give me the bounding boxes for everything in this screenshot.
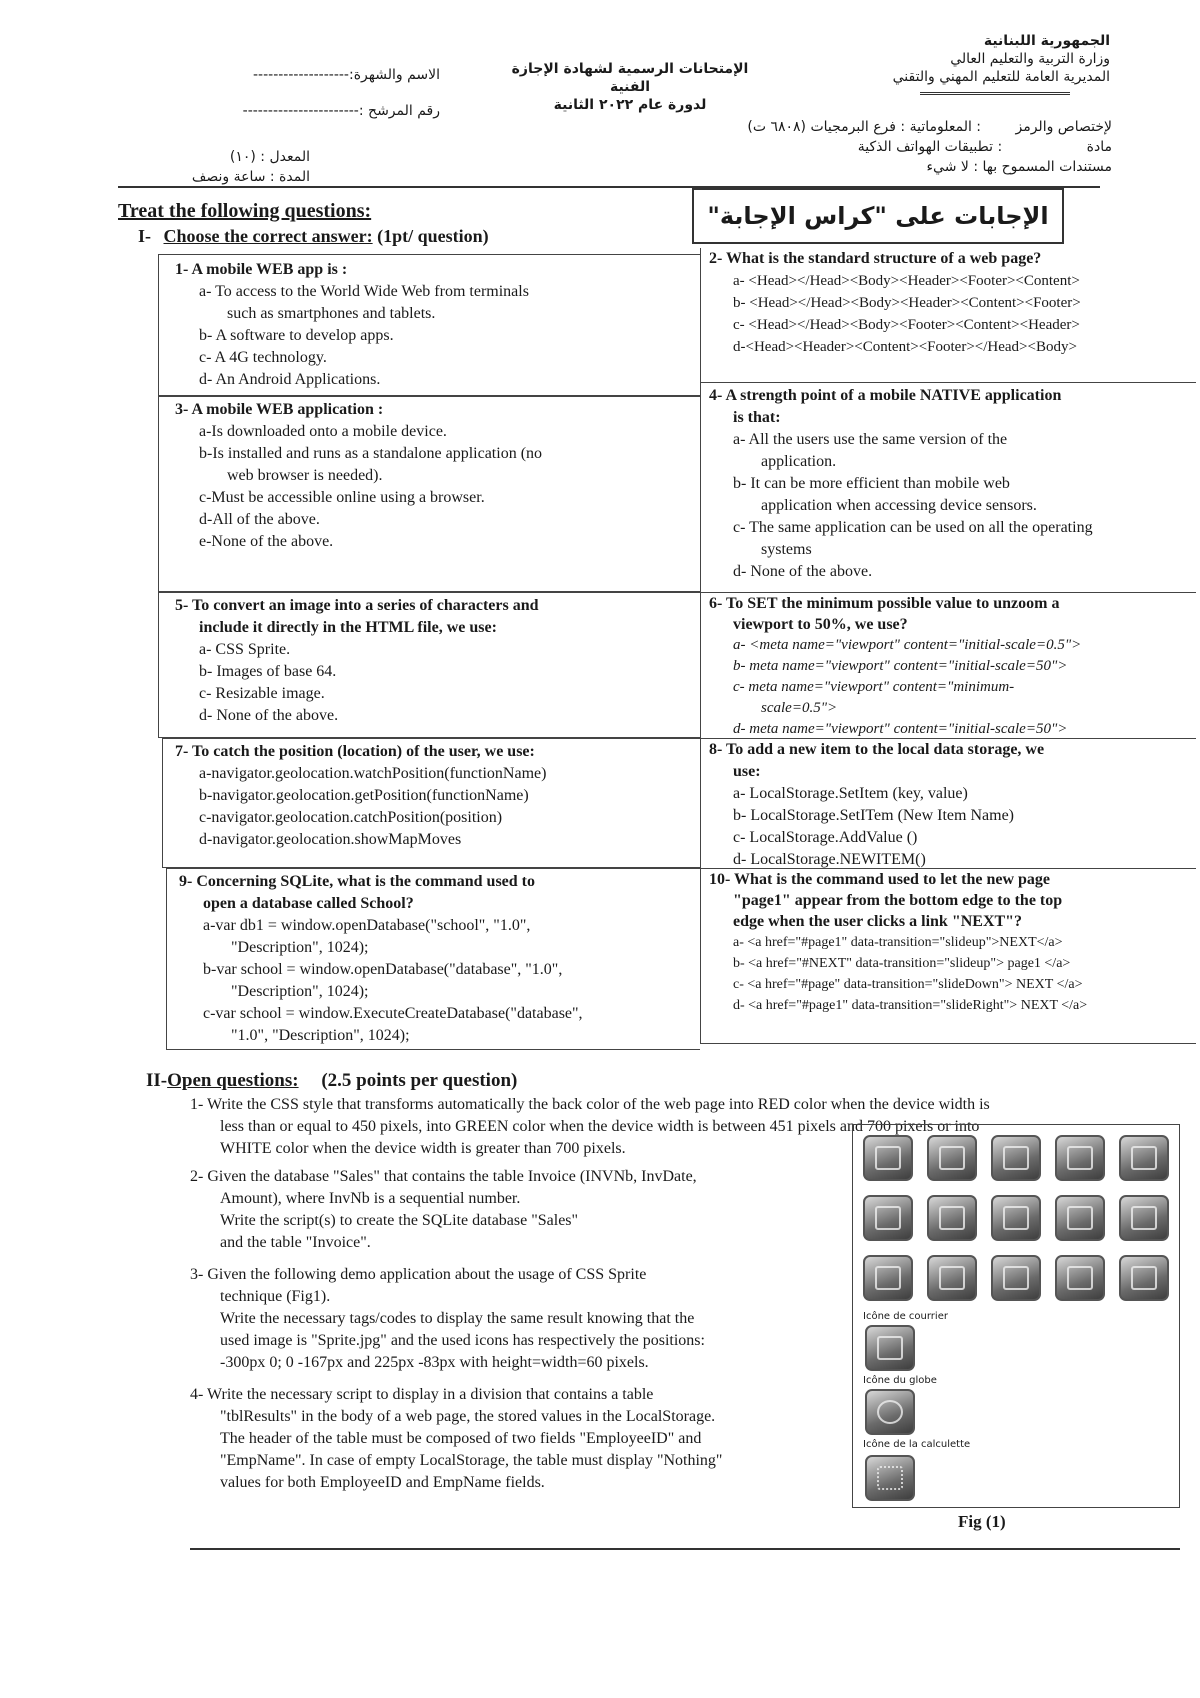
grid-icon — [991, 1195, 1041, 1241]
book-icon — [1119, 1195, 1169, 1241]
question-3-option: b-Is installed and runs as a standalone application (no — [199, 445, 543, 462]
ministry-header — [850, 32, 1110, 95]
question-10-option: a- <a href="#page1" data-transition="slideup">NEXT</a> — [733, 935, 1063, 950]
figure-1-caption: Fig (1) — [958, 1512, 1006, 1531]
exam-title-block — [500, 60, 760, 114]
question-1-option: c- A 4G technology. — [199, 349, 327, 366]
phone-icon — [927, 1255, 977, 1301]
question-10-title: edge when the user clicks a link "NEXT"? — [733, 913, 1023, 930]
question-10-option: c- <a href="#page" data-transition="slideDown"> NEXT </a> — [733, 977, 1083, 992]
subject-info — [692, 118, 1112, 176]
open-question-4-line: "tblResults" in the body of a web page, the stored values in the LocalStorage. — [220, 1408, 716, 1425]
question-1-option: such as smartphones and tablets. — [227, 305, 436, 322]
question-2-option: c- <Head></Head><Body><Footer><Content><Header> — [733, 317, 1080, 333]
open-question-4 — [190, 1384, 850, 1494]
open-question-3-line: Write the necessary tags/codes to display the same result knowing that the — [220, 1310, 695, 1327]
question-6-option: a- <meta name="viewport" content="initial-scale=0.5"> — [733, 637, 1082, 653]
notepad-icon — [1055, 1195, 1105, 1241]
answers-booklet-box — [692, 188, 1064, 244]
calendar-icon — [927, 1135, 977, 1181]
question-3-title: 3- A mobile WEB application : — [175, 401, 384, 418]
question-5-title: 5- To convert an image into a series of characters and — [175, 597, 539, 614]
globe-icon — [863, 1255, 913, 1301]
sprite-icon-grid — [853, 1125, 1181, 1325]
question-2-title: 2- What is the standard structure of a web page? — [709, 250, 1042, 267]
calculator-icon — [865, 1455, 915, 1501]
part2-points: (2.5 points per question) — [321, 1070, 518, 1091]
directorate-label: المديرية العامة للتعليم المهني والتقني — [892, 69, 1110, 85]
question-8-option: d- LocalStorage.NEWITEM() — [733, 851, 926, 868]
open-question-2-line: 2- Given the database "Sales" that contains the table Invoice (INVNb, InvDate, — [190, 1168, 697, 1185]
question-4-title: is that: — [733, 409, 781, 426]
open-question-1-line: 1- Write the CSS style that transforms automatically the back color of the web page into RED color when the device width is — [190, 1096, 990, 1113]
question-8-title: use: — [733, 763, 761, 780]
question-5-option: d- None of the above. — [199, 707, 339, 724]
question-9-option: "Description", 1024); — [231, 939, 369, 956]
question-4-option: application. — [761, 453, 837, 470]
open-question-1-line: less than or equal to 450 pixels, into GREEN color when the device width is between 451 pixels and 700 pixels or into — [220, 1118, 980, 1135]
question-1-option: a- To access to the World Wide Web from terminals — [199, 283, 529, 300]
question-9-cell — [166, 868, 700, 1050]
subject-label: مادة — [1086, 139, 1112, 155]
question-6-title: 6- To SET the minimum possible value to unzoom a — [709, 595, 1060, 612]
question-4-title: 4- A strength point of a mobile NATIVE application — [709, 387, 1062, 404]
question-1-title: 1- A mobile WEB app is : — [175, 261, 348, 278]
question-8-option: c- LocalStorage.AddValue () — [733, 829, 918, 846]
dashboard-icon — [991, 1135, 1041, 1181]
footer-rule — [190, 1548, 1180, 1550]
question-10-title: "page1" appear from the bottom edge to the top — [733, 892, 1063, 909]
calculator-icon — [863, 1135, 913, 1181]
question-8-option: b- LocalStorage.SetITem (New Item Name) — [733, 807, 1014, 824]
question-5-cell — [158, 592, 700, 738]
map-icon — [863, 1195, 913, 1241]
question-9-option: a-var db1 = window.openDatabase("school", "1.0", — [203, 917, 531, 934]
question-1-option: d- An Android Applications. — [199, 371, 381, 388]
question-4-option: a- All the users use the same version of the — [733, 431, 1008, 448]
question-1-cell — [158, 254, 700, 396]
figure-1-frame — [852, 1124, 1180, 1508]
courier-caption: Icône de courrier — [863, 1311, 948, 1322]
republic-label: الجمهورية اللبنانية — [983, 33, 1110, 49]
part1-number: I- — [138, 226, 151, 246]
exam-meta — [160, 148, 310, 186]
question-2-option: a- <Head></Head><Body><Header><Footer><Content> — [733, 273, 1080, 289]
documents-label: مستندات المسموح بها — [982, 159, 1112, 175]
open-question-3-line: technique (Fig1). — [220, 1288, 331, 1305]
name-label: الاسم والشهرة: — [348, 67, 440, 83]
question-5-option: c- Resizable image. — [199, 685, 325, 702]
question-4-option: application when accessing device sensors. — [761, 497, 1037, 514]
open-question-3-line: 3- Given the following demo application about the usage of CSS Sprite — [190, 1266, 647, 1283]
question-3-option: a-Is downloaded onto a mobile device. — [199, 423, 447, 440]
question-4-option: b- It can be more efficient than mobile web — [733, 475, 1010, 492]
question-7-option: d-navigator.geolocation.showMapMoves — [199, 831, 462, 848]
question-8-cell — [700, 738, 1196, 868]
question-3-option: c-Must be accessible online using a browser. — [199, 489, 485, 506]
question-9-option: "Description", 1024); — [231, 983, 369, 1000]
duration-label: المدة : ساعة ونصف — [191, 169, 310, 185]
open-question-3-line: -300px 0; 0 -167px and 225px -83px with height=width=60 pixels. — [220, 1354, 649, 1371]
open-question-2-line: Amount), where InvNb is a sequential number. — [220, 1190, 521, 1207]
specialty-value: : المعلوماتية : فرع البرمجيات (٦٨٠٨ ت) — [747, 119, 982, 135]
question-2-cell — [700, 248, 1196, 382]
candidate-block — [220, 66, 440, 120]
question-9-option: "1.0", "Description", 1024); — [231, 1027, 410, 1044]
question-1-option: b- A software to develop apps. — [199, 327, 394, 344]
open-question-1-line: WHITE color when the device width is greater than 700 pixels. — [220, 1140, 626, 1157]
coefficient-label: المعدل : (١٠) — [229, 149, 310, 165]
question-4-option: d- None of the above. — [733, 563, 873, 580]
open-question-4-line: "EmpName". In case of empty LocalStorage, the table must display "Nothing" — [220, 1452, 723, 1469]
question-6-option: b- meta name="viewport" content="initial-scale=50"> — [733, 658, 1068, 674]
question-3-cell — [158, 396, 700, 592]
name-field: ------------------- — [253, 67, 349, 83]
question-9-option: c-var school = window.ExecuteCreateDatabase("database", — [203, 1005, 583, 1022]
question-4-option: systems — [761, 541, 812, 558]
question-9-title: open a database called School? — [203, 895, 414, 912]
question-8-title: 8- To add a new item to the local data storage, we — [709, 741, 1045, 758]
part2-title: Open questions: — [167, 1070, 299, 1091]
question-6-option: d- meta name="viewport" content="initial-scale=50"> — [733, 721, 1068, 737]
question-5-option: b- Images of base 64. — [199, 663, 337, 680]
open-question-2-line: and the table "Invoice". — [220, 1234, 371, 1251]
part1-points: (1pt/ question) — [377, 226, 489, 246]
ministry-label: وزارة التربية والتعليم العالي — [950, 51, 1110, 67]
question-7-option: b-navigator.geolocation.getPosition(functionName) — [199, 787, 529, 804]
question-3-option: e-None of the above. — [199, 533, 334, 550]
intro-heading: Treat the following questions: — [118, 200, 372, 222]
question-2-option: b- <Head></Head><Body><Header><Content><Footer> — [733, 295, 1081, 311]
question-7-title: 7- To catch the position (location) of the user, we use: — [175, 743, 535, 760]
question-3-option: d-All of the above. — [199, 511, 320, 528]
question-10-option: d- <a href="#page1" data-transition="slideRight"> NEXT </a> — [733, 998, 1088, 1013]
question-6-cell — [700, 592, 1196, 738]
question-6-title: viewport to 50%, we use? — [733, 616, 908, 633]
photo-icon — [1119, 1255, 1169, 1301]
question-6-option: scale=0.5"> — [761, 700, 838, 716]
question-6-option: c- meta name="viewport" content="minimum- — [733, 679, 1015, 695]
subject-value: : تطبيقات الهواتف الذكية — [857, 139, 1003, 155]
answers-booklet-label: الإجابات على "كراس الإجابة" — [707, 202, 1049, 230]
question-5-title: include it directly in the HTML file, we use: — [199, 619, 497, 636]
question-10-title: 10- What is the command used to let the new page — [709, 871, 1051, 888]
question-7-option: c-navigator.geolocation.catchPosition(position) — [199, 809, 503, 826]
question-7-cell — [162, 738, 700, 868]
weather-icon — [991, 1255, 1041, 1301]
question-5-option: a- CSS Sprite. — [199, 641, 291, 658]
mail-icon — [1119, 1135, 1169, 1181]
part2-number: II- — [146, 1070, 168, 1091]
mail-icon — [865, 1325, 915, 1371]
open-question-3 — [190, 1264, 850, 1374]
question-4-option: c- The same application can be used on all the operating — [733, 519, 1093, 536]
specialty-label: لإختصاص والرمز — [1015, 119, 1112, 135]
part1-heading — [138, 226, 489, 247]
globe-caption: Icône du globe — [863, 1375, 937, 1386]
calculator-caption: Icône de la calculette — [863, 1439, 971, 1450]
exam-title: الإمتحانات الرسمية لشهادة الإجازة الفنية — [511, 61, 749, 95]
question-8-option: a- LocalStorage.SetItem (key, value) — [733, 785, 968, 802]
part1-title: Choose the correct answer: — [163, 226, 373, 246]
question-9-title: 9- Concerning SQLite, what is the command used to — [179, 873, 536, 890]
open-question-2-line: Write the script(s) to create the SQLite database "Sales" — [220, 1212, 579, 1229]
candidate-number-field: ----------------------- — [242, 103, 359, 119]
open-question-4-line: The header of the table must be composed of two fields "EmployeeID" and — [220, 1430, 702, 1447]
question-2-option: d-<Head><Header><Content><Footer></Head><Body> — [733, 339, 1077, 355]
part2-heading — [146, 1070, 517, 1092]
stocks-icon — [1055, 1255, 1105, 1301]
question-4-cell — [700, 382, 1196, 592]
question-10-option: b- <a href="#NEXT" data-transition="slideup"> page1 </a> — [733, 956, 1071, 971]
globe-icon — [865, 1389, 915, 1435]
header-rule — [920, 92, 1070, 95]
question-9-option: b-var school = window.openDatabase("database", "1.0", — [203, 961, 563, 978]
question-7-option: a-navigator.geolocation.watchPosition(functionName) — [199, 765, 547, 782]
open-question-3-line: used image is "Sprite.jpg" and the used icons has respectively the positions: — [220, 1332, 705, 1349]
documents-value: : لا شيء — [926, 159, 979, 175]
open-question-4-line: values for both EmployeeID and EmpName fields. — [220, 1474, 545, 1491]
chart-icon — [1055, 1135, 1105, 1181]
open-question-4-line: 4- Write the necessary script to display in a division that contains a table — [190, 1386, 654, 1403]
question-10-cell — [700, 868, 1196, 1044]
candidate-number-label: رقم المرشح : — [358, 103, 440, 119]
question-3-option: web browser is needed). — [227, 467, 383, 484]
exam-session: لدورة عام ٢٠٢٢ الثانية — [553, 97, 707, 113]
open-question-2 — [190, 1166, 850, 1254]
clock-icon — [927, 1195, 977, 1241]
